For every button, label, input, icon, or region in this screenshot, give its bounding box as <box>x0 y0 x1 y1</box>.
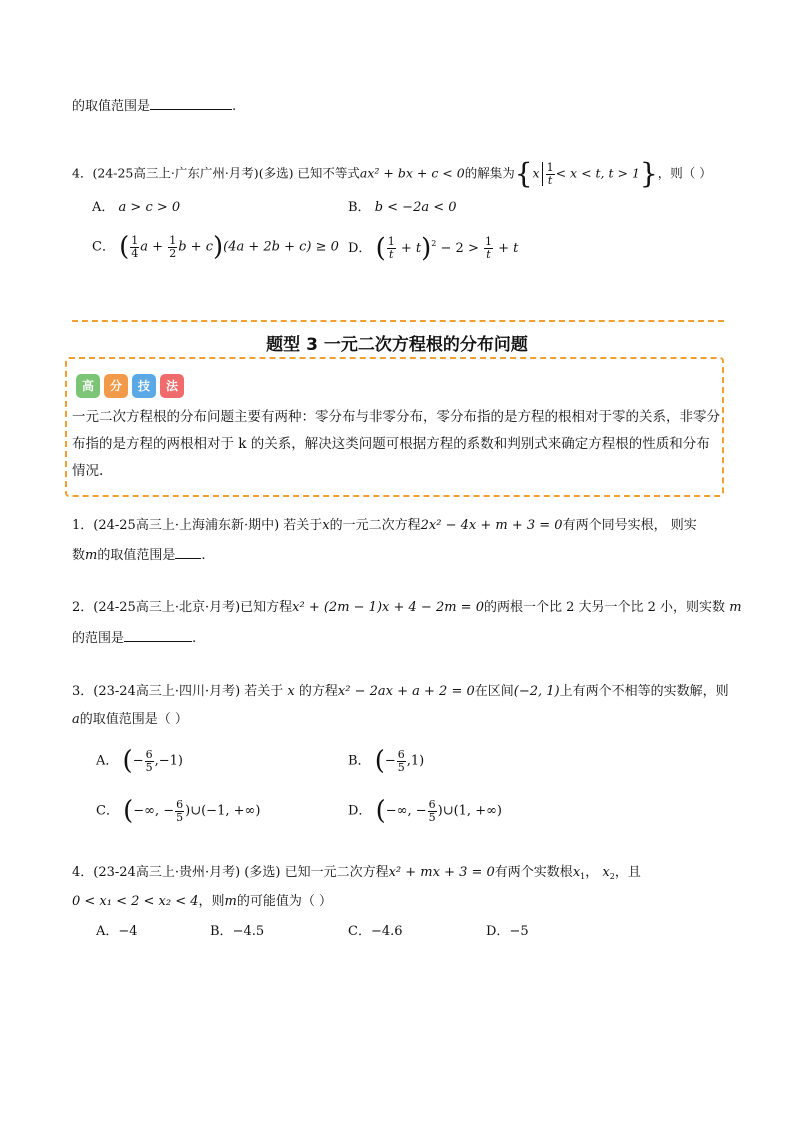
question-3 <box>72 682 729 702</box>
option-4a-B[interactable] <box>348 198 457 218</box>
text: 上有两个不相等的实数解，则 <box>559 684 729 699</box>
math-equation: 2x² − 4x + m + 3 = 0 <box>420 518 563 533</box>
text: 的方程 <box>298 684 338 699</box>
text: 有两个同号实根， 则实 <box>562 518 697 533</box>
text: 数 <box>72 548 86 563</box>
option-text: − 2 > <box>440 241 479 256</box>
option-label: B． <box>348 200 371 215</box>
question-stem: 4．(24-25高三上·广东广州·月考)(多选) 已知不等式 <box>72 165 360 181</box>
text: . <box>192 631 197 646</box>
option-label: D． <box>486 924 510 939</box>
option-label: C． <box>348 924 371 939</box>
math-var: m <box>725 600 742 615</box>
math-var: m <box>85 548 98 563</box>
option-4a-A[interactable] <box>92 198 180 218</box>
option-text: )∪(−1, +∞) <box>185 803 261 819</box>
text: 的解集为 <box>464 165 515 181</box>
math-var: a <box>72 712 80 727</box>
text: 的两根一个比 2 大另一个比 2 小，则实数 <box>483 600 726 615</box>
text: . <box>232 99 237 114</box>
question-2 <box>72 598 742 618</box>
option-label: D． <box>348 803 372 819</box>
fraction: $\frac{6}{5}$ <box>397 747 405 774</box>
tip-badge <box>76 366 196 400</box>
option-4b-C[interactable] <box>348 922 403 942</box>
set-bar <box>542 162 543 186</box>
option-4b-D[interactable] <box>486 922 529 942</box>
option-text: (4a + 2b + c) ≥ 0 <box>223 239 339 255</box>
question-4b-line2 <box>72 892 332 912</box>
option-text: 1) <box>410 753 425 769</box>
math-var: x <box>532 165 540 181</box>
math-var: $x_1$ <box>572 865 586 881</box>
option-3-B[interactable]: B． (− $\frac{6}{5}$ ,1) <box>348 746 425 776</box>
text: ，则（ ） <box>657 165 712 181</box>
option-text: −4.6 <box>370 924 403 939</box>
badge-char: 法 <box>160 374 184 398</box>
prev-question-tail <box>72 95 236 117</box>
answer-blank <box>150 95 232 110</box>
question-1 <box>72 516 697 536</box>
tip-text: 一元二次方程根的分布问题主要有两种：零分布与非零分布，零分布指的是方程的根相对于零的关系，非零分布指的是方程的两根相对于 k 的关系，解决这类问题可根据方程的系数和判别式来确定方程根的性质和分布情况. <box>72 409 720 479</box>
text: 的范围是 <box>72 631 125 646</box>
option-4b-A[interactable] <box>96 922 138 942</box>
math-interval: (−2, 1) <box>513 684 560 699</box>
option-label: A． <box>96 753 119 769</box>
fraction-1-over-t: $\frac{1}{t}$ <box>546 160 554 187</box>
math-var: x <box>283 684 299 699</box>
brace-close: } <box>639 157 658 190</box>
question-2-line2 <box>72 627 196 649</box>
option-label: C． <box>96 803 119 819</box>
question-3-line2 <box>72 710 188 730</box>
text: 在区间 <box>474 684 514 699</box>
option-label: B． <box>210 924 233 939</box>
option-label: C． <box>92 239 115 255</box>
option-text: −5 <box>509 924 529 939</box>
fraction: $\frac{6}{5}$ <box>428 797 436 824</box>
option-4a-D[interactable]: D． ( $\frac{1}{t}$ + t)$^2$ − 2 > $\frac{1}{t}$ + t <box>348 233 519 264</box>
fraction: $\frac{1}{2}$ <box>169 233 177 260</box>
math-equation: x² − 2ax + a + 2 = 0 <box>337 684 475 699</box>
math-equation: x² + (2m − 1)x + 4 − 2m = 0 <box>292 600 484 615</box>
option-text: b < −2a < 0 <box>374 200 457 215</box>
option-label: A． <box>92 200 115 215</box>
fraction: $\frac{6}{5}$ <box>176 797 184 824</box>
text: 的可能值为（ ） <box>236 894 333 909</box>
fraction: $\frac{1}{t}$ <box>387 235 395 261</box>
badge-char: 高 <box>76 374 100 398</box>
option-label: D． <box>348 241 372 256</box>
math-condition: 0 < x₁ < 2 < x₂ < 4 <box>72 894 199 909</box>
option-text: −4.5 <box>232 924 265 939</box>
answer-blank <box>124 627 192 642</box>
text: 的一元二次方程 <box>329 518 421 533</box>
option-text: a > c > 0 <box>118 200 181 215</box>
section-title: 题型 3 一元二次方程根的分布问题 <box>266 335 528 355</box>
text: ，则 <box>198 894 225 909</box>
option-label: A． <box>96 924 119 939</box>
question-stem: 4．(23-24高三上·贵州·月考) (多选) 已知一元二次方程 <box>72 865 389 880</box>
fraction: $\frac{1}{t}$ <box>485 235 492 261</box>
badge-char: 技 <box>132 374 156 398</box>
question-stem: 2．(24-25高三上·北京·月考)已知方程 <box>72 600 293 615</box>
badge-char: 分 <box>104 374 128 398</box>
question-4a <box>72 157 712 190</box>
math-var: $x_2$ <box>602 865 615 881</box>
question-4b: 4．(23-24高三上·贵州·月考) (多选) 已知一元二次方程x² + mx + 3 = 0有两个实数根$x_1$， $x_2$，且 <box>72 865 641 881</box>
question-stem: 3．(23-24高三上·四川·月考) 若关于 <box>72 684 284 699</box>
answer-blank <box>175 544 201 559</box>
text: . <box>201 548 206 563</box>
option-label: B． <box>348 753 371 769</box>
option-4a-C[interactable]: C． ( $\frac{1}{4}$ a + $\frac{1}{2}$ b + c)(4a + 2b + c) ≥ 0 <box>92 232 339 262</box>
option-3-C[interactable]: C． (−∞, − $\frac{6}{5}$ )∪(−1, +∞) <box>96 796 261 826</box>
option-4b-B[interactable] <box>210 922 264 942</box>
fraction: $\frac{6}{5}$ <box>145 747 153 774</box>
text: 有两个实数根 <box>494 865 573 880</box>
text: 的取值范围是 <box>97 548 176 563</box>
text: ，且 <box>614 865 641 880</box>
section-divider <box>72 320 724 322</box>
math-condition: < x < t, t > 1 <box>555 165 640 181</box>
option-text: −4 <box>118 924 138 939</box>
option-3-D[interactable]: D． (−∞, − $\frac{6}{5}$ )∪(1, +∞) <box>348 796 502 826</box>
option-3-A[interactable]: A． (− $\frac{6}{5}$ ,−1) <box>96 746 183 776</box>
math-equation: x² + mx + 3 = 0 <box>388 865 495 880</box>
option-text: )∪(1, +∞) <box>437 803 502 819</box>
fraction: $\frac{1}{4}$ <box>131 233 139 260</box>
question-1-line2 <box>72 544 206 566</box>
math-var: x <box>322 518 330 533</box>
option-text: −1) <box>158 753 183 769</box>
question-stem: 1．(24-25高三上·上海浦东新·期中) 若关于 <box>72 518 323 533</box>
text: 的取值范围是 <box>72 99 151 114</box>
text: 的取值范围是（ ） <box>79 712 188 727</box>
math-inequality: ax² + bx + c < 0 <box>359 165 465 181</box>
brace-open: { <box>514 157 533 190</box>
math-var: m <box>224 894 237 909</box>
